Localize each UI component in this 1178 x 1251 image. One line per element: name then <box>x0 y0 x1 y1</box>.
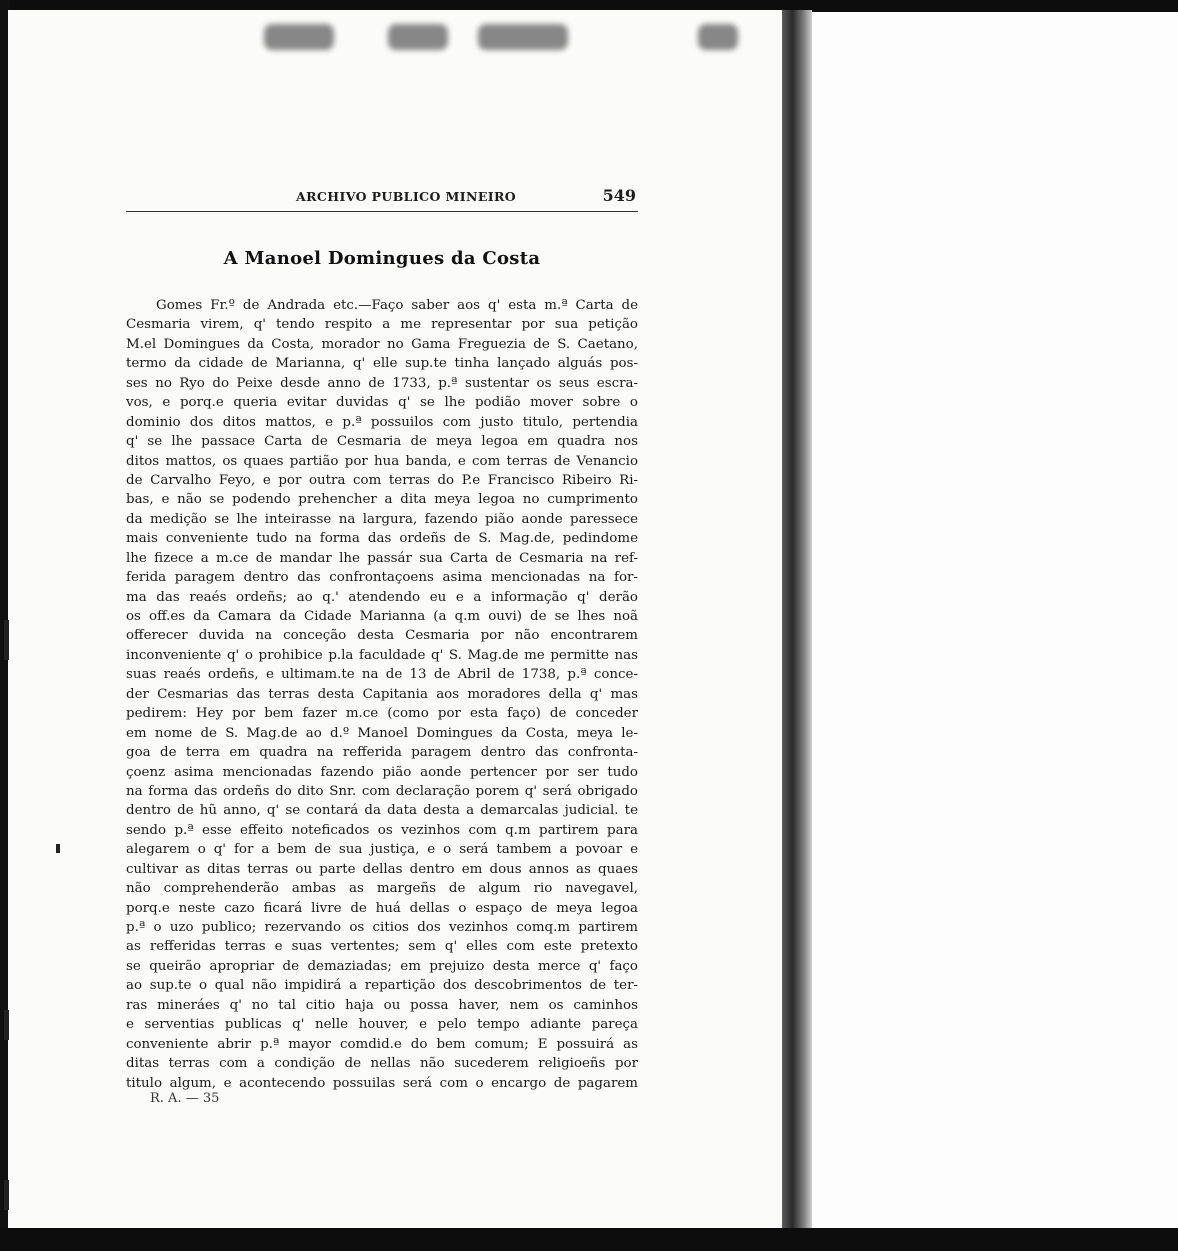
text-line: se queirão apropriar de demaziadas; em prejuizo desta merce q' faço <box>126 958 638 974</box>
book-gutter <box>782 10 812 1230</box>
text-line: da medição se lhe inteirasse na largura, fazendo pião aonde paressece <box>126 511 638 527</box>
text-line: na forma das ordeñs do dito Snr. com declaração porem q' será obrigado <box>126 783 638 799</box>
text-line: Gomes Fr.º de Andrada etc.—Faço saber aos q' esta m.ª Carta de <box>156 298 638 313</box>
page-signature: R. A. — 35 <box>150 1091 220 1106</box>
running-header <box>126 185 638 212</box>
text-line: cultivar as ditas terras ou parte dellas dentro em dous annos as quaes <box>126 861 638 877</box>
scan-smudge <box>388 24 448 50</box>
text-line: Cesmaria virem, q' tendo respito a me representar por sua petição <box>126 317 638 333</box>
text-line: M.el Domingues da Costa, morador no Gama Freguezia de S. Caetano, <box>126 336 638 352</box>
text-line: offerecer duvida na conceção desta Cesmaria por não encontrarem <box>126 628 638 644</box>
scan-smudge <box>264 24 334 50</box>
text-line: titulo algum, e acontecendo possuilas será com o encargo de pagarem <box>126 1075 638 1091</box>
text-line: q' se lhe passace Carta de Cesmaria de meya legoa em quadra nos <box>126 434 638 450</box>
text-line: ma das reaés ordeñs; ao q.' atendendo eu e a informação q' derão <box>126 589 638 605</box>
text-line: mais conveniente tudo na forma das ordeñs de S. Mag.de, pedindome <box>126 531 638 547</box>
text-line: bas, e não se podendo prehencher a dita meya legoa no cumprimento <box>126 492 638 508</box>
text-line: der Cesmarias das terras desta Capitania aos moradores della q' mas <box>126 686 638 702</box>
text-line: alegarem o q' for a bem de sua justiça, e o será tambem a povoar e <box>126 842 638 858</box>
running-title: ARCHIVO PUBLICO MINEIRO <box>296 189 517 204</box>
text-line: ditas terras com a condição de nellas não sucederem religioeñs por <box>126 1056 638 1072</box>
text-line: ras mineráes q' no tal citio haja ou possa haver, nem os caminhos <box>126 997 638 1013</box>
scan-speck <box>56 844 60 853</box>
text-line: sendo p.ª esse effeito noteficados os vezinhos com q.m partirem para <box>126 822 638 838</box>
book-page <box>8 10 782 1230</box>
text-line: porq.e neste cazo ficará livre de huá dellas o espaço de meya legoa <box>126 900 638 916</box>
text-line: dentro de hũ anno, q' se contará da data desta a demarcalas judicial. te <box>126 803 638 819</box>
text-line: goa de terra em quadra na refferida paragem dentro das confronta- <box>126 745 638 761</box>
text-line: os off.es da Camara da Cidade Marianna (a q.m ouvi) de se lhes noã <box>126 609 638 624</box>
text-line: ferida paragem dentro das confrontaçoens asima mencionadas na for- <box>126 570 638 586</box>
text-line: ditos mattos, os quaes partião por hua banda, e com terras de Venancio <box>126 453 638 469</box>
text-line: de Carvalho Feyo, e por outra com terras do P.e Francisco Ribeiro Ri- <box>126 472 638 488</box>
blank-facing-page <box>812 12 1178 1228</box>
page-number: 549 <box>602 186 636 205</box>
text-line: vos, e porq.e queria evitar duvidas q' se lhe podião mover sobre o <box>126 395 638 411</box>
text-line: dominio dos ditos mattos, e p.ª possuilos com justo titulo, pertendia <box>126 414 638 430</box>
text-line: ao sup.te o qual não impidirá a repartição dos descobrimentos de ter- <box>126 978 638 994</box>
binding-mark <box>4 1180 9 1210</box>
scan-smudge <box>698 24 738 50</box>
article-title: A Manoel Domingues da Costa <box>223 248 541 269</box>
article-body <box>126 296 638 1093</box>
scan-border-bottom <box>0 1228 1178 1251</box>
binding-mark <box>4 620 9 660</box>
scan-smudge <box>478 24 568 50</box>
text-line: lhe fizece a m.ce de mandar lhe passár sua Carta de Cesmaria na ref- <box>126 550 638 566</box>
text-line: çoenz asima mencionadas fazendo pião aonde pertencer por ser tudo <box>126 764 638 780</box>
text-line: suas reaés ordeñs, e ultimam.te na de 13 de Abril de 1738, p.ª conce- <box>126 667 638 683</box>
text-line: em nome de S. Mag.de ao d.º Manoel Domingues da Costa, meya le- <box>126 725 638 741</box>
text-line: pedirem: Hey por bem fazer m.ce (como por esta faço) de conceder <box>126 706 638 722</box>
text-line: e serventias publicas q' nelle houver, e pelo tempo adiante pareça <box>126 1017 638 1033</box>
text-line: as refferidas terras e suas vertentes; sem q' elles com este pretexto <box>126 939 638 955</box>
text-line: não comprehenderão ambas as margeñs de algum rio navegavel, <box>126 881 638 897</box>
text-line: ses no Ryo do Peixe desde anno de 1733, p.ª sustentar os seus escra- <box>126 375 638 391</box>
text-line: inconveniente q' o prohibice p.la faculdade q' S. Mag.de me permitte nas <box>126 647 638 663</box>
text-line: p.ª o uzo publico; rezervando os citios dos vezinhos comq.m partirem <box>126 920 638 935</box>
text-line: conveniente abrir p.ª mayor comdid.e do bem comum; E possuirá as <box>126 1036 638 1052</box>
text-line: termo da cidade de Marianna, q' elle sup.te tinha lançado alguás pos- <box>126 356 638 372</box>
binding-mark <box>4 1010 9 1040</box>
